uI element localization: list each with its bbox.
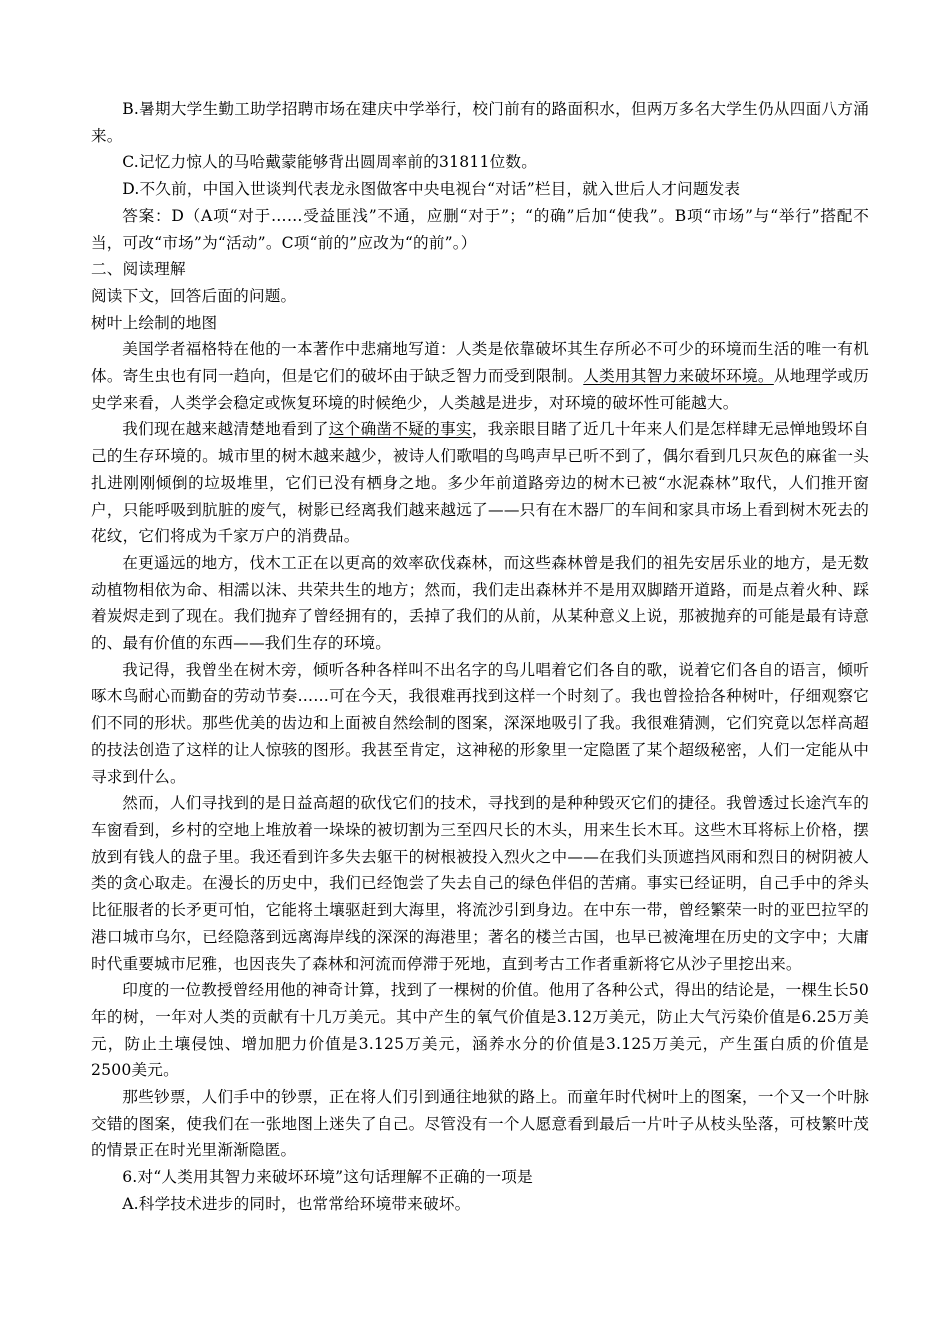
- option-c: C.记忆力惊人的马哈戴蒙能够背出圆周率前的31811位数。: [122, 153, 537, 172]
- p1-text-before: 美国学者福格特在他的一本著作中悲痛地写道：人类是依靠破坏其生存所必不可少的环境而生活的唯一有机体。寄生虫也有同一趋向，但是它们的破坏由于缺乏智力而受到限制。: [91, 340, 869, 386]
- answer-explanation: 答案：D（A项“对于……受益匪浅”不通，应删“对于”；“的确”后加“使我”。B项“市场”与“举行”搭配不当，可改“市场”为“活动”。C项“前的”应改为“的前”。）: [91, 206, 869, 252]
- p2-text-after: ，我亲眼目睹了近几十年来人们是怎样肆无忌惮地毁坏自己的生存环境的。城市里的树木越来越少，被诗人们歌唱的鸟鸣声早已听不到了，偶尔看到几只灰色的麻雀一头扎进刚刚倾倒的垃圾堆里，它们已没有栖身之地。多少年前道路旁边的树木已被“水泥森林”取代，人们推开窗户，只能呼吸到肮脏的废气，树影已经离我们越来越远了——只有在木器厂的车间和家具市场上看到树木死去的花纹，它们将成为千家万户的消费品。: [91, 420, 869, 546]
- option-b: B.暑期大学生勤工助学招聘市场在建庆中学举行，校门前有的路面积水，但两万多名大学生仍从四面八方涌来。: [91, 100, 869, 145]
- article-paragraph-4: 我记得，我曾坐在树木旁，倾听各种各样叫不出名字的鸟儿唱着它们各自的歌，说着它们各自的语言，倾听啄木鸟耐心而勤奋的劳动节奏……可在今天，我很难再找到这样一个时刻了。我也曾捡拾各种树叶，仔细观察它们不同的形状。那些优美的齿边和上面被自然绘制的图案，深深地吸引了我。我很难猜测，它们究竟以怎样高超的技法创造了这样的让人惊骇的图形。我甚至肯定，这神秘的形象里一定隐匿了某个超级秘密，人们一定能从中寻求到什么。: [91, 660, 869, 786]
- article-paragraph-5: 然而，人们寻找到的是日益高超的砍伐它们的技术，寻找到的是种种毁灭它们的捷径。我曾透过长途汽车的车窗看到，乡村的空地上堆放着一垛垛的被切割为三至四尺长的木头，用来生长木耳。这些木耳将标上价格，摆放到有钱人的盘子里。我还看到许多失去躯干的树根被投入烈火之中——在我们头顶遮挡风雨和烈日的树阴被人类的贪心取走。在漫长的历史中，我们已经饱尝了失去自己的绿色伴侣的苦痛。事实已经证明，自己手中的斧头比征服者的长矛更可怕，它能将土壤驱赶到大海里，将流沙引到身边。在中东一带，曾经繁荣一时的亚巴拉罕的港口城市乌尔，已经隐落到远离海岸线的深深的海港里；著名的楼兰古国，也早已被淹埋在历史的文字中；大庸时代重要城市尼雅，也因丧失了森林和河流而停滞于死地，直到考古工作者重新将它从沙子里挖出来。: [91, 794, 869, 973]
- article-paragraph-6: 印度的一位教授曾经用他的神奇计算，找到了一棵树的价值。他用了各种公式，得出的结论是，一棵生长50年的树，一年对人类的贡献有十几万美元。其中产生的氧气价值是3.12万美元，防止大气污染价值是6.25万美元，防止土壤侵蚀、增加肥力价值是3.125万美元，涵养水分的价值是3.125万美元，产生蛋白质的价值是2500美元。: [91, 981, 869, 1080]
- question-6-option-a: A.科学技术进步的同时，也常常给环境带来破坏。: [122, 1194, 471, 1213]
- article-title: 树叶上绘制的地图: [91, 313, 218, 332]
- p1-text-after: 从地理学或历史学来看，人类学会稳定或恢复环境的时候绝少，人类越是进步，对环境的破坏性可能越大。: [91, 367, 870, 412]
- document-page: [91, 96, 869, 1218]
- article-paragraph-2: [91, 416, 869, 550]
- question-6: 6.对“人类用其智力来破坏环境”这句话理解不正确的一项是: [122, 1168, 533, 1187]
- p2-text-before: 我们现在越来越清楚地看到了: [122, 420, 329, 439]
- article-paragraph-7: 那些钞票，人们手中的钞票，正在将人们引到通往地狱的路上。而童年时代树叶上的图案，一个又一个叶脉交错的图案，使我们在一张地图上迷失了自己。尽管没有一个人愿意看到最后一片叶子从枝头坠落，可枝繁叶茂的情景正在时光里渐渐隐匿。: [91, 1088, 869, 1160]
- article-paragraph-1: [91, 336, 869, 416]
- reading-instruction: 阅读下文，回答后面的问题。: [91, 286, 297, 305]
- option-d: D.不久前，中国入世谈判代表龙永图做客中央电视台“对话”栏目，就入世后人才问题发表: [122, 180, 741, 199]
- section-heading: 二、阅读理解: [91, 260, 186, 279]
- article-paragraph-3: 在更遥远的地方，伐木工正在以更高的效率砍伐森林，而这些森林曾是我们的祖先安居乐业的地方，是无数动植物相依为命、相濡以沫、共荣共生的地方；然而，我们走出森林并不是用双脚踏开道路，而是点着火种、踩着炭烬走到了现在。我们抛弃了曾经拥有的，丢掉了我们的从前，从某种意义上说，那被抛弃的可能是最有诗意的、最有价值的东西——我们生存的环境。: [91, 553, 869, 653]
- p2-underlined-phrase: 这个确凿不疑的事实: [328, 420, 472, 439]
- p1-underlined-sentence: 人类用其智力来破坏环境。: [583, 367, 774, 386]
